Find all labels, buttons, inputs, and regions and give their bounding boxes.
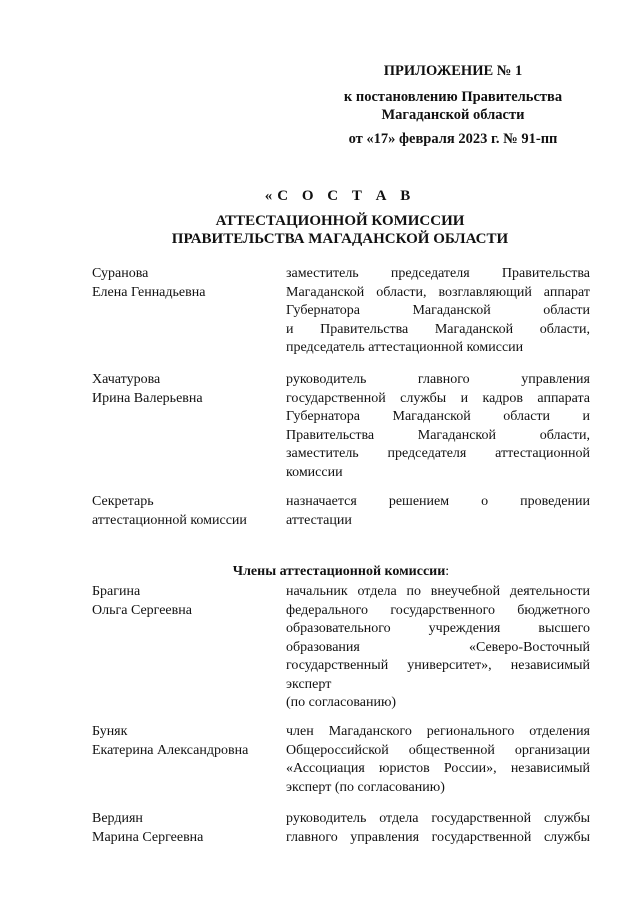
member-role — [286, 265, 590, 358]
appendix-date-line: от «17» февраля 2023 г. № 91-пп — [348, 131, 558, 147]
member-surname: Брагина — [92, 584, 141, 599]
role-line: государственной службы и кадров аппарата — [286, 390, 590, 406]
member-name — [92, 265, 272, 302]
member-name — [92, 371, 272, 408]
member-given-name: Марина Сергеевна — [92, 829, 204, 845]
title-sostav: «С О С Т А В — [264, 188, 416, 204]
member-role — [286, 493, 590, 530]
role-line: и Правительства Магаданской области, — [286, 321, 590, 337]
member-surname: Вердиян — [92, 811, 143, 826]
members-heading — [92, 563, 590, 581]
role-line: комиссии — [286, 464, 343, 480]
member-role — [286, 810, 590, 847]
role-line: государственный университет», независимый — [286, 658, 590, 673]
role-line: Магаданской области, возглавляющий аппарат — [286, 284, 590, 300]
member-surname: Хачатурова — [92, 372, 161, 387]
role-line: эксперт — [286, 676, 332, 692]
role-line: аттестации — [286, 512, 352, 528]
role-line: федерального государственного бюджетного — [286, 602, 590, 618]
role-line: образовательного учреждения высшего — [286, 621, 590, 636]
member-name — [92, 493, 272, 530]
members-heading-colon: : — [445, 564, 450, 579]
member-given-name: Ирина Валерьевна — [92, 390, 203, 406]
role-line: заместитель председателя Правительства — [286, 266, 590, 281]
role-line: назначается решением о проведении — [286, 494, 590, 509]
appendix-region-line: Магаданской области — [381, 107, 525, 123]
title-commission: АТТЕСТАЦИОННОЙ КОМИССИИ — [215, 213, 465, 229]
appendix-resolution-line: к постановлению Правительства — [343, 89, 563, 105]
member-surname: Буняк — [92, 724, 128, 739]
member-role — [286, 583, 590, 713]
role-line: главного управления государственной службы — [286, 829, 590, 845]
role-line: председатель аттестационной комиссии — [286, 340, 524, 355]
member-role — [286, 371, 590, 482]
member-given-name: Екатерина Александровна — [92, 742, 249, 758]
role-line: Правительства Магаданской области, — [286, 427, 590, 443]
role-line: Губернатора Магаданской области и — [286, 409, 590, 424]
title-government: ПРАВИТЕЛЬСТВА МАГАДАНСКОЙ ОБЛАСТИ — [171, 231, 509, 247]
member-name — [92, 723, 272, 760]
member-given-name: Ольга Сергеевна — [92, 602, 192, 618]
role-line: (по согласованию) — [286, 695, 397, 710]
member-name — [92, 810, 272, 847]
role-line: начальник отдела по внеучебной деятельности — [286, 584, 590, 599]
role-line: Общероссийской общественной организации — [286, 742, 590, 758]
members-heading-text: Члены аттестационной комиссии — [232, 564, 446, 579]
role-line: руководитель главного управления — [286, 372, 590, 387]
member-name — [92, 583, 272, 620]
role-line: заместитель председателя аттестационной — [286, 446, 590, 461]
member-role — [286, 723, 590, 797]
role-line: эксперт (по согласованию) — [286, 779, 445, 795]
role-line: Губернатора Магаданской области — [286, 303, 590, 318]
member-surname: Суранова — [92, 266, 149, 281]
role-line: «Ассоциация юристов России», независимый — [286, 761, 590, 776]
member-given-name: аттестационной комиссии — [92, 512, 247, 528]
member-surname: Секретарь — [92, 494, 154, 509]
member-given-name: Елена Геннадьевна — [92, 284, 206, 300]
role-line: член Магаданского регионального отделения — [286, 724, 590, 739]
role-line: руководитель отдела государственной службы — [286, 811, 590, 826]
role-line: образования «Северо-Восточный — [286, 639, 590, 655]
appendix-number: ПРИЛОЖЕНИЕ № 1 — [383, 63, 523, 79]
